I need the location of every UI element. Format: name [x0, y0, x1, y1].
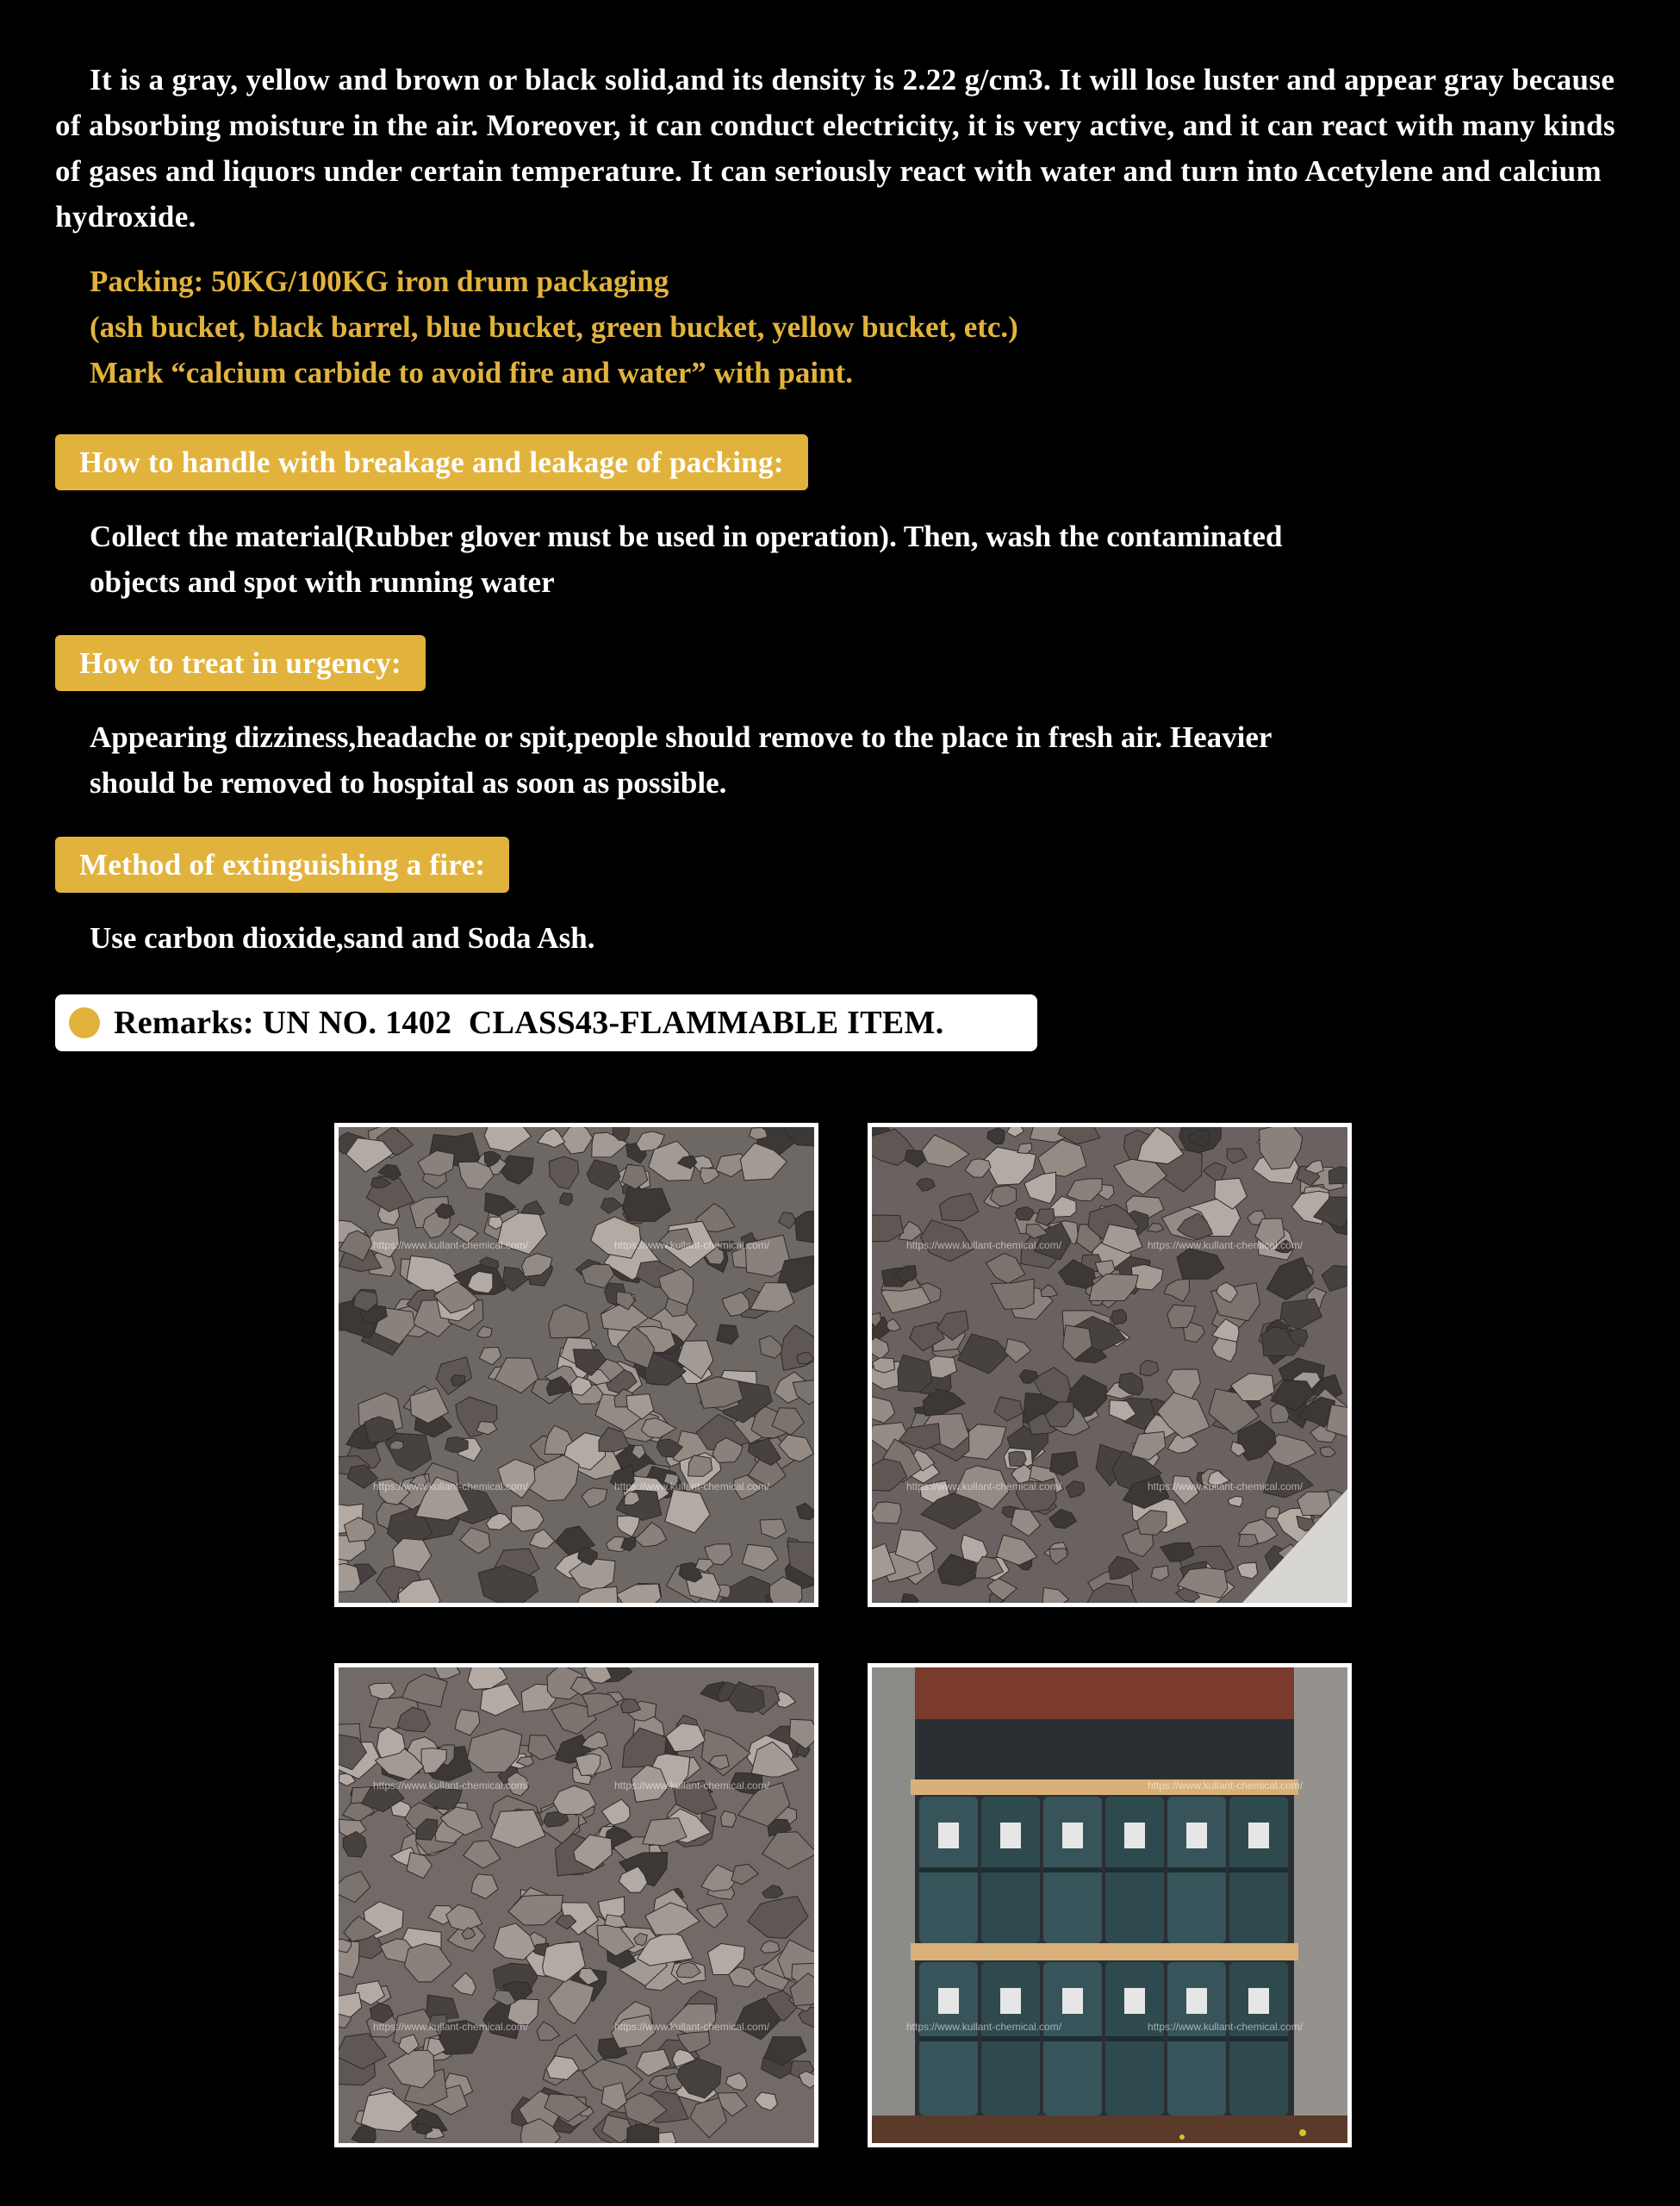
urgency-line-1: Appearing dizziness,headache or spit,people should remove to the place in fresh air. Heavier — [90, 720, 1272, 754]
watermark-text: https://www.kullant-chemical.com/ — [373, 1239, 529, 1251]
rock-texture-shape — [1111, 1309, 1127, 1324]
breakage-line-1: Collect the material(Rubber glover must be used in operation). Then, wash the contaminated — [90, 520, 1283, 553]
drum-label — [1248, 1988, 1269, 2014]
drum-label — [1062, 1823, 1083, 1848]
drum-label — [1062, 1988, 1083, 2014]
watermark-text: https://www.kullant-chemical.com/ — [1148, 2021, 1304, 2033]
drum-band — [1105, 2036, 1164, 2041]
rock-texture-shape — [1238, 1534, 1258, 1547]
calcium-carbide-stones-photo-2 — [868, 1123, 1352, 1607]
drum-label — [1248, 1823, 1269, 1848]
drum-band — [981, 1867, 1040, 1873]
urgency-line-2: should be removed to hospital as soon as possible. — [90, 766, 727, 800]
container-image — [872, 1667, 1347, 2143]
watermark-text: https://www.kullant-chemical.com/ — [373, 1779, 529, 1792]
remarks-text: Remarks: UN NO. 1402 CLASS43-FLAMMABLE ITEM. — [114, 1005, 944, 1041]
drum-label — [1124, 1823, 1145, 1848]
watermark-text: https://www.kullant-chemical.com/ — [1148, 1239, 1304, 1251]
drum-band — [1105, 1867, 1164, 1873]
bullet-dot-icon — [69, 1007, 100, 1038]
stones-image-1 — [339, 1127, 814, 1603]
drum-label — [1124, 1988, 1145, 2014]
packing-line-1: Packing: 50KG/100KG iron drum packaging — [90, 265, 669, 298]
fire-line-1: Use carbon dioxide,sand and Soda Ash. — [90, 921, 595, 955]
drum-band — [1229, 2036, 1288, 2041]
packing-line-3: Mark “calcium carbide to avoid fire and water” with paint. — [90, 356, 853, 389]
rock-texture-shape — [1009, 1451, 1026, 1466]
drum-band — [1043, 2036, 1102, 2041]
watermark-text: https://www.kullant-chemical.com/ — [373, 1480, 529, 1492]
watermark-text: https://www.kullant-chemical.com/ — [906, 1480, 1062, 1492]
watermark-text: https://www.kullant-chemical.com/ — [614, 1480, 770, 1492]
watermark-text: https://www.kullant-chemical.com/ — [1148, 1480, 1304, 1492]
drum-band — [1167, 2036, 1226, 2041]
drum-label — [1000, 1988, 1021, 2014]
watermark-text: https://www.kullant-chemical.com/ — [906, 1239, 1062, 1251]
drum-band — [1167, 1867, 1226, 1873]
packing-info — [90, 259, 1468, 396]
rock-texture-shape — [721, 1810, 737, 1827]
breakage-section-title: How to handle with breakage and leakage of packing: — [55, 434, 808, 490]
drum-band — [919, 2036, 978, 2041]
watermark-text: https://www.kullant-chemical.com/ — [906, 2021, 1062, 2033]
fire-section-title: Method of extinguishing a fire: — [55, 837, 509, 893]
rock-texture-shape — [750, 1128, 768, 1140]
watermark-text: https://www.kullant-chemical.com/ — [614, 1239, 770, 1251]
rock-texture-shape — [872, 1502, 901, 1524]
intro-paragraph: It is a gray, yellow and brown or black solid,and its density is 2.22 g/cm3. It will lose luster and appear gray because of absorbing moisture in the air. Moreover, it can conduct electricity, it is very active, and it can react with many kinds of gases and liquors under certain temperature. It can seriously react with water and turn into Acetylene and calcium hydroxide. — [55, 63, 1616, 234]
calcium-carbide-stones-photo-1 — [334, 1123, 818, 1607]
drum-band — [919, 1867, 978, 1873]
drum-label — [1000, 1823, 1021, 1848]
drum-label — [1186, 1823, 1207, 1848]
remarks-banner — [55, 994, 1037, 1051]
watermark-text: https://www.kullant-chemical.com/ — [373, 2021, 529, 2033]
urgency-section-title: How to treat in urgency: — [55, 635, 426, 691]
watermark-text: https://www.kullant-chemical.com/ — [614, 1779, 770, 1792]
breakage-line-2: objects and spot with running water — [90, 565, 555, 599]
drum-label — [1186, 1988, 1207, 2014]
drum-label — [938, 1988, 959, 2014]
watermark-text: https://www.kullant-chemical.com/ — [614, 2021, 770, 2033]
stones-image-2 — [872, 1127, 1347, 1603]
fire-section-body — [90, 915, 1434, 961]
drum-band — [1043, 1867, 1102, 1873]
drum-band — [981, 2036, 1040, 2041]
calcium-carbide-stones-photo-3 — [334, 1663, 818, 2147]
drum-band — [1229, 1867, 1288, 1873]
urgency-section-body — [90, 714, 1434, 806]
packing-line-2: (ash bucket, black barrel, blue bucket, green bucket, yellow bucket, etc.) — [90, 310, 1018, 344]
stones-image-3 — [339, 1667, 814, 2143]
iron-drums-in-container-photo — [868, 1663, 1352, 2147]
drum-label — [938, 1823, 959, 1848]
watermark-text: https://www.kullant-chemical.com/ — [1148, 1779, 1304, 1792]
breakage-section-body — [90, 514, 1434, 605]
